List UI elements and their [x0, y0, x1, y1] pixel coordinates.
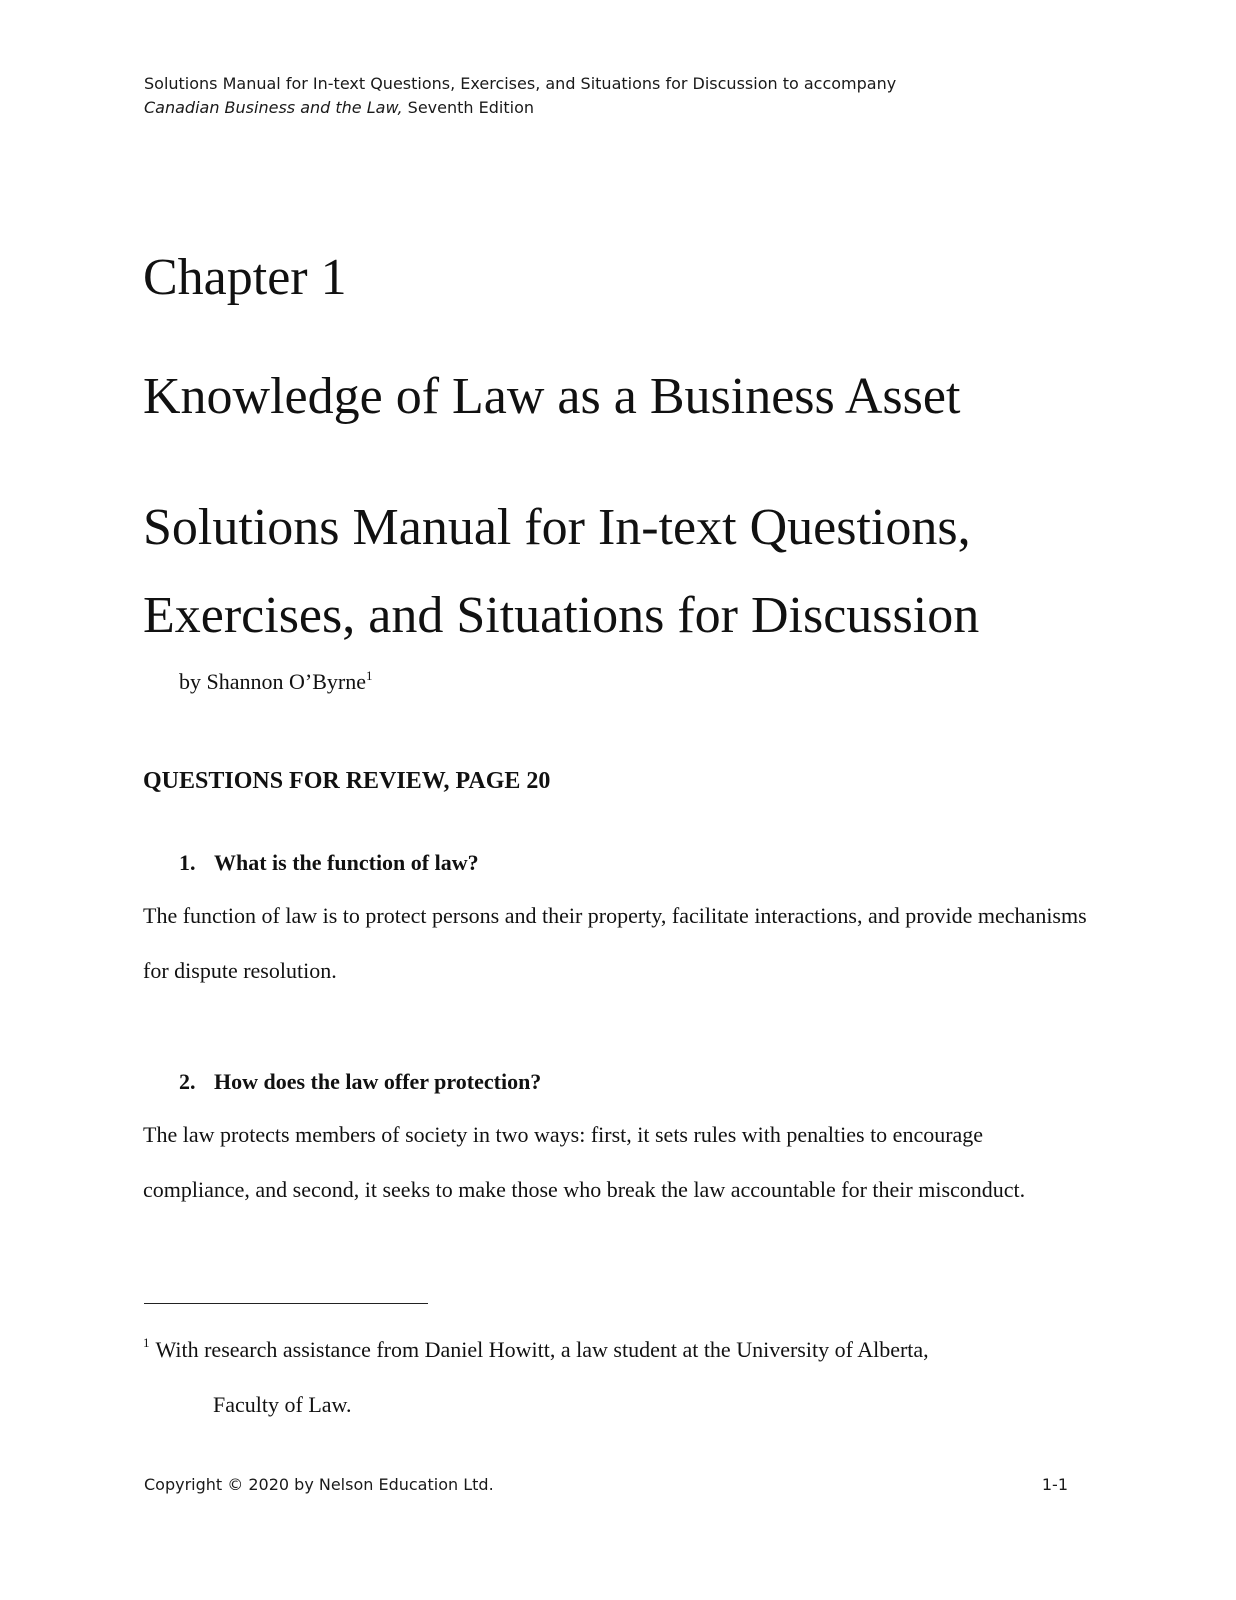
footnote — [143, 1315, 1063, 1432]
byline — [179, 661, 372, 697]
document-subtitle — [143, 484, 979, 660]
footnote-reference: 1 — [365, 668, 373, 683]
chapter-title: Knowledge of Law as a Business Asset — [143, 368, 961, 425]
question-text: How does the law offer protection? — [214, 1069, 542, 1094]
subtitle-line1: Solutions Manual for In-text Questions, — [143, 499, 971, 556]
header-line2 — [144, 96, 896, 120]
question-2 — [179, 1067, 541, 1097]
footnote-divider — [144, 1303, 428, 1304]
byline-author: by Shannon O’Byrne — [179, 669, 366, 694]
answer-1: The function of law is to protect persons and their property, facilitate interactions, and provide mechanisms for dispute resolution. — [143, 903, 1087, 983]
running-header — [144, 72, 896, 120]
footer-page-number: 1-1 — [1041, 1475, 1068, 1494]
header-line1: Solutions Manual for In-text Questions, Exercises, and Situations for Discussion to accompany — [144, 74, 897, 93]
footnote-line2: Faculty of Law. — [213, 1392, 352, 1417]
footnote-line1: With research assistance from Daniel Howitt, a law student at the University of Alberta, — [155, 1337, 929, 1362]
footer-copyright: Copyright © 2020 by Nelson Education Ltd. — [144, 1475, 494, 1494]
question-text: What is the function of law? — [214, 850, 479, 875]
question-1 — [179, 848, 479, 878]
question-number: 1. — [179, 850, 196, 875]
footnote-mark: 1 — [143, 1335, 150, 1350]
section-heading: QUESTIONS FOR REVIEW, PAGE 20 — [143, 768, 551, 794]
chapter-label: Chapter 1 — [143, 249, 347, 306]
header-book-title: Canadian Business and the Law, — [144, 98, 403, 117]
question-number: 2. — [179, 1069, 196, 1094]
subtitle-line2: Exercises, and Situations for Discussion — [143, 587, 980, 644]
answer-2: The law protects members of society in two ways: first, it sets rules with penalties to encourage compliance, and second, it seeks to make those who break the law accountable for their misconduct. — [143, 1122, 1026, 1202]
header-edition: Seventh Edition — [402, 98, 534, 117]
